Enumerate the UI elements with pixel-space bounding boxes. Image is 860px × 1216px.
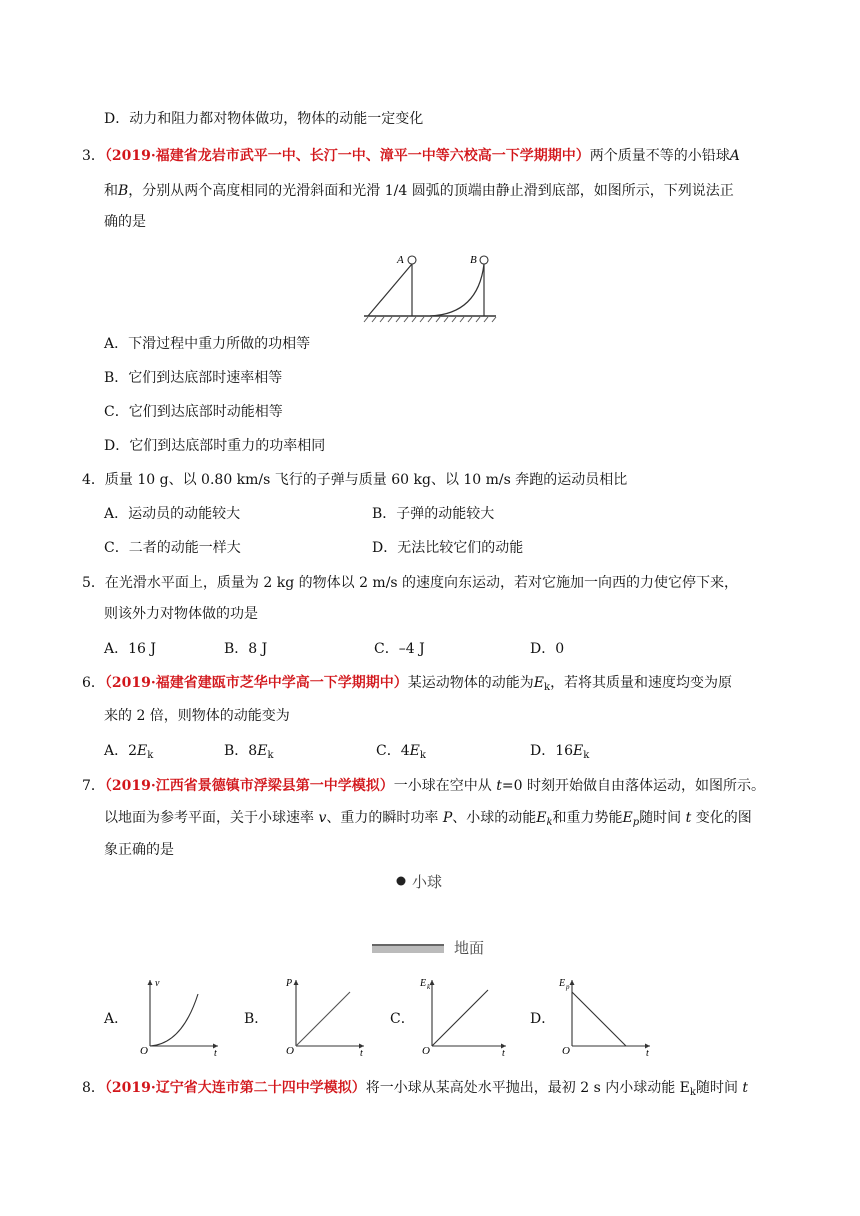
option-label: D．16 [530,743,574,759]
q5-option-b: B．8 J [224,641,268,657]
origin-label: O [422,1045,430,1056]
option-label: C．4 [376,743,410,759]
q7-option-d-label: D． [530,1011,556,1027]
question-6-line1 [82,673,732,698]
question-number: 7． [82,778,105,794]
q6-option-b [224,741,274,766]
option-label: B．8 [224,743,258,759]
ground-label: 地面 [454,939,485,957]
q6-option-a [104,741,153,766]
question-stem: ，若将其质量和速度均变为原 [550,675,733,691]
graph-d-ep-t [556,974,656,1056]
origin-label: O [140,1045,148,1056]
symbol-sub-k: k [544,682,551,693]
question-3-line1 [82,146,740,166]
question-source: （2019·福建省建瓯市芝华中学高一下学期期中） [104,675,408,691]
symbol-ek: E [536,810,547,826]
question-stem: 变化的图 [691,810,752,826]
question-stem: 和 [104,183,118,199]
question-number: 5． [82,575,105,591]
question-5-line1 [82,573,738,593]
question-stem: 、重力的瞬时功率 [326,810,443,826]
question-number: 3． [82,148,105,164]
question-stem: 某运动物体的动能为 [407,675,534,691]
ball-b-label: B [118,183,129,199]
question-stem: 两个质量不等的小铅球 [589,148,730,164]
graph-a-v-t [138,974,224,1056]
q4-option-b: B．子弹的动能较大 [372,506,495,522]
question-8-line1 [82,1078,748,1103]
question-source: （2019·福建省龙岩市武平一中、长汀一中、漳平一中等六校高一下学期期中） [104,148,590,164]
symbol-e: E [137,743,148,759]
axis-x-label: t [360,1048,363,1056]
origin-label: O [286,1045,294,1056]
symbol-sub-k: k [147,750,154,761]
question-stem: ，分别从两个高度相同的光滑斜面和光滑 1/4 圆弧的顶端由静止滑到底部，如图所示，下列说法正 [128,183,734,199]
symbol-p: P [442,810,453,826]
ball-a-label: A [729,148,740,164]
q5-option-d: D．0 [530,641,565,657]
ball-icon [397,877,406,886]
q3-option-b: B．它们到达底部时速率相等 [104,370,283,386]
question-7-line1 [82,776,765,796]
question-stem: 和重力势能 [552,810,623,826]
question-stem: 随时间 [695,1080,743,1096]
q5-option-c: C．–4 J [374,641,425,657]
question-stem: 一小球在空中从 [393,778,497,794]
axis-y-label: P [286,978,293,989]
symbol-sub-k: k [546,817,553,828]
question-stem: =0 时刻开始做自由落体运动，如图所示。 [501,778,765,794]
q3-option-d: D．它们到达底部时重力的功率相同 [104,438,326,454]
fig-label-b: B [470,254,477,266]
ground-figure [368,938,498,960]
symbol-e: E [257,743,268,759]
symbol-sub-p: p [632,817,640,828]
q7-option-c-label: C． [390,1011,415,1027]
q4-option-c: C．二者的动能一样大 [104,540,241,556]
axis-y-label: E [559,978,566,989]
question-source: （2019·辽宁省大连市第二十四中学模拟） [104,1080,366,1096]
symbol-sub-k: k [583,750,590,761]
origin-label: O [562,1045,570,1056]
option-label: A．2 [104,743,138,759]
question-stem: 以地面为参考平面，关于小球速率 [104,810,319,826]
question-stem: 、小球的动能 [452,810,537,826]
symbol-sub-k: k [689,1087,696,1098]
question-number: 8． [82,1080,105,1096]
symbol-t: t [742,1080,749,1096]
question-number: 6． [82,675,105,691]
question-stem: 随时间 [639,810,686,826]
question-7-line2 [104,808,752,833]
axis-y-sub: p [566,983,570,991]
graph-c-ek-t [416,974,512,1056]
ball-label: 小球 [412,873,443,891]
axis-x-label: t [502,1048,505,1056]
symbol-v: v [318,810,327,826]
ball-figure [394,872,484,892]
q6-option-c [376,741,426,766]
q2-option-d: D．动力和阻力都对物体做功，物体的动能一定变化 [104,111,424,127]
question-number: 4． [82,472,105,488]
question-3-line3: 确的是 [104,214,146,230]
q6-option-d [530,741,589,766]
symbol-t: t [496,778,502,794]
q4-option-d: D．无法比较它们的动能 [372,540,524,556]
fig-label-a: A [397,254,404,266]
question-stem: 在光滑水平面上，质量为 2 kg 的物体以 2 m/s 的速度向东运动，若对它施加一向西的力使它停下来， [104,575,739,591]
question-3-line2 [104,181,734,201]
symbol-ep: E [622,810,633,826]
symbol-e: E [573,743,584,759]
question-7-line3: 象正确的是 [104,842,174,858]
q3-option-c: C．它们到达底部时动能相等 [104,404,283,420]
axis-y-sub: k [427,983,431,991]
q7-option-a-label: A． [104,1011,129,1027]
graph-b-p-t [284,974,370,1056]
axis-y-label: E [420,978,427,989]
symbol-sub-k: k [419,750,426,761]
symbol-sub-k: k [267,750,274,761]
question-6-line2: 来的 2 倍，则物体的动能变为 [104,708,290,724]
question-stem: 质量 10 g、以 0.80 km/s 飞行的子弹与质量 60 kg、以 10 m/s 奔跑的运动员相比 [104,472,628,488]
question-source: （2019·江西省景德镇市浮梁县第一中学模拟） [104,778,394,794]
incline-and-arc-figure [360,248,500,324]
question-stem: 将一小球从某高处水平抛出，最初 2 s 内小球动能 E [365,1080,690,1096]
axis-y-label: v [155,978,160,989]
symbol-e: E [533,675,544,691]
q3-option-a: A．下滑过程中重力所做的功相等 [104,336,311,352]
question-5-line2: 则该外力对物体做的功是 [104,606,258,622]
q7-option-b-label: B． [244,1011,269,1027]
q4-option-a: A．运动员的动能较大 [104,506,241,522]
question-4 [82,470,627,490]
symbol-e: E [409,743,420,759]
symbol-t: t [685,810,692,826]
q5-option-a: A．16 J [104,641,156,657]
axis-x-label: t [646,1048,649,1056]
axis-x-label: t [214,1048,217,1056]
